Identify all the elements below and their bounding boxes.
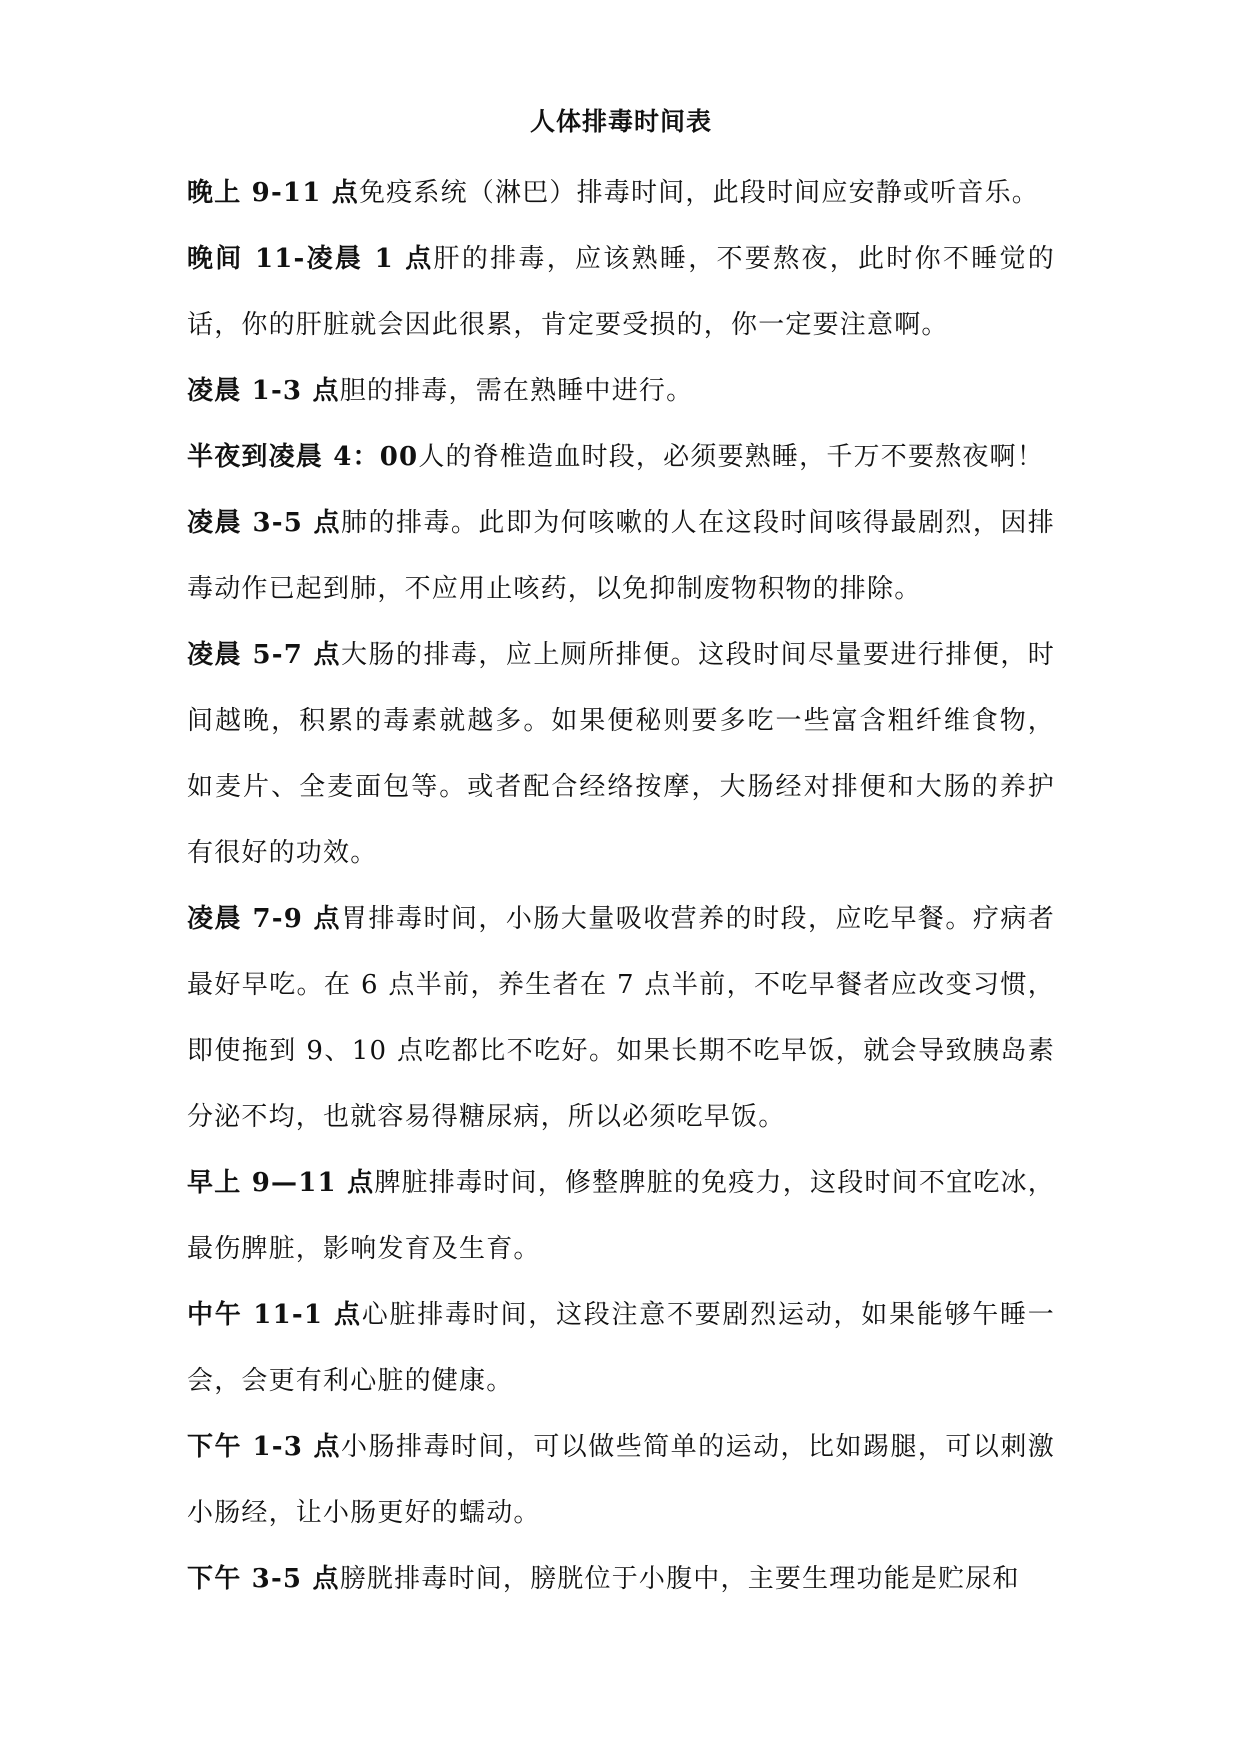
entry-text: 免疫系统（淋巴）排毒时间，此段时间应安静或听音乐。 (358, 178, 1039, 208)
entry-time: 早上 9—11 点 (187, 1168, 375, 1198)
entry-time: 凌晨 7-9 点 (187, 904, 342, 934)
entry-text: 胆的排毒，需在熟睡中进行。 (339, 376, 694, 406)
entry-text: 小肠排毒时间，可以做些简单的运动，比如踢腿，可以刺激小肠经，让小肠更好的蠕动。 (187, 1432, 1055, 1528)
entry-text: 脾脏排毒时间，修整脾脏的免疫力，这段时间不宜吃冰，最伤脾脏，影响发育及生育。 (187, 1168, 1055, 1264)
entry-time: 半夜到凌晨 4：00 (187, 442, 419, 472)
entry-8 (187, 1150, 1055, 1282)
entry-7 (187, 886, 1055, 1150)
entry-9 (187, 1282, 1055, 1414)
entry-2 (187, 226, 1055, 358)
entry-5 (187, 490, 1055, 622)
entry-time: 中午 11-1 点 (187, 1300, 362, 1330)
entry-time: 下午 3-5 点 (187, 1564, 340, 1594)
entry-text: 肺的排毒。此即为何咳嗽的人在这段时间咳得最剧烈，因排毒动作已起到肺，不应用止咳药，以免抑制废物积物的排除。 (187, 508, 1055, 604)
entry-time: 凌晨 3-5 点 (187, 508, 342, 538)
entry-4 (187, 424, 1055, 490)
entry-time: 晚上 9-11 点 (187, 178, 359, 208)
entry-text: 胃排毒时间，小肠大量吸收营养的时段，应吃早餐。疗病者最好早吃。在 6 点半前，养生者在 7 点半前，不吃早餐者应改变习惯，即使拖到 9、10 点吃都比不吃好。如果长期不吃早饭，就会导致胰岛素分泌不均，也就容易得糖尿病，所以必须吃早饭。 (187, 904, 1055, 1132)
entry-text: 心脏排毒时间，这段注意不要剧烈运动，如果能够午睡一会，会更有利心脏的健康。 (187, 1300, 1055, 1396)
document-page (187, 96, 1055, 1612)
entry-time: 凌晨 1-3 点 (187, 376, 340, 406)
entry-text: 肝的排毒，应该熟睡，不要熬夜，此时你不睡觉的话，你的肝脏就会因此很累，肯定要受损的，你一定要注意啊。 (187, 244, 1055, 340)
entry-3 (187, 358, 1055, 424)
entry-6 (187, 622, 1055, 886)
entry-text: 大肠的排毒，应上厕所排便。这段时间尽量要进行排便，时间越晚，积累的毒素就越多。如果便秘则要多吃一些富含粗纤维食物，如麦片、全麦面包等。或者配合经络按摩，大肠经对排便和大肠的养护有很好的功效。 (187, 640, 1055, 868)
entry-text: 膀胱排毒时间，膀胱位于小腹中，主要生理功能是贮尿和 (339, 1564, 1020, 1594)
entry-text: 人的脊椎造血时段，必须要熟睡，千万不要熬夜啊！ (418, 442, 1044, 472)
entry-10 (187, 1414, 1055, 1546)
entry-11 (187, 1546, 1055, 1612)
entry-time: 晚间 11-凌晨 1 点 (187, 244, 434, 274)
entry-time: 凌晨 5-7 点 (187, 640, 342, 670)
entry-1 (187, 160, 1055, 226)
document-title: 人体排毒时间表 (529, 107, 712, 136)
entry-time: 下午 1-3 点 (187, 1432, 342, 1462)
